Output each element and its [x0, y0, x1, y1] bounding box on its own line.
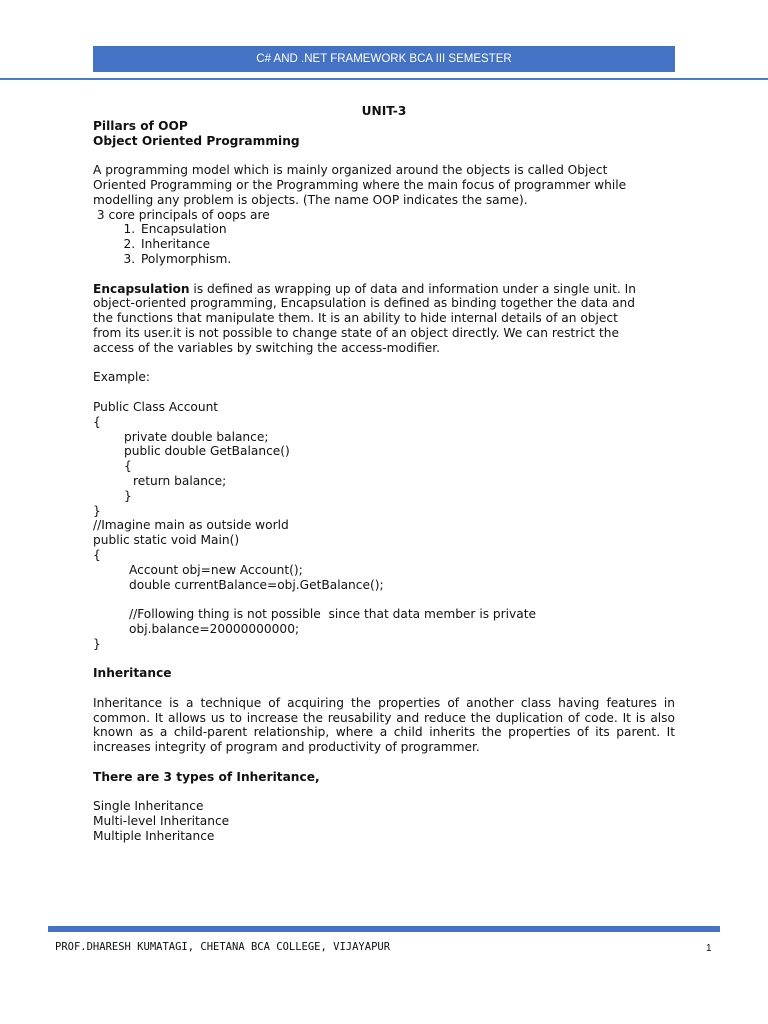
inheritance-heading: Inheritance: [93, 666, 172, 681]
code-line: {: [124, 459, 132, 474]
code-line: public double GetBalance(): [124, 444, 290, 459]
code-line: {: [93, 547, 101, 562]
encapsulation-term: Encapsulation: [93, 281, 190, 296]
inheritance-type: Single Inheritance: [93, 799, 204, 814]
intro-line-3: modelling any problem is objects. (The name OOP indicates the same).: [93, 192, 528, 207]
inheritance-paragraph: Inheritance is a technique of acquiring the properties of another class having features in common. It allows us to increase the reusability and reduce the duplication of code. It is also known as a child-parent relationship, where a child inherits the properties of its parent. It increases integrity of program and productivity of programmer.: [93, 695, 675, 755]
header-divider: [0, 78, 768, 80]
heading-oop: Object Oriented Programming: [93, 133, 300, 148]
code-line: }: [93, 503, 101, 518]
encapsulation-line-5: access of the variables by switching the access-modifier.: [93, 340, 441, 355]
code-line: public static void Main(): [93, 533, 240, 548]
inheritance-types-heading: There are 3 types of Inheritance,: [93, 769, 320, 784]
code-line: }: [93, 636, 101, 651]
code-line: double currentBalance=obj.GetBalance();: [129, 577, 384, 592]
code-line: //Following thing is not possible since that data member is private: [129, 607, 537, 622]
code-line: }: [124, 488, 132, 503]
intro-line-2: Oriented Programming or the Programming where the main focus of programmer while: [93, 177, 627, 192]
code-line: //Imagine main as outside world: [93, 518, 289, 533]
code-line: Public Class Account: [93, 399, 219, 414]
code-line: private double balance;: [124, 429, 269, 444]
page-number: 1: [706, 943, 712, 954]
inheritance-type: Multiple Inheritance: [93, 829, 215, 844]
heading-pillars: Pillars of OOP: [93, 118, 188, 133]
intro-line-1: A programming model which is mainly organized around the objects is called Object: [93, 163, 608, 178]
code-example: [93, 400, 675, 652]
inheritance-type: Multi-level Inheritance: [93, 814, 230, 829]
code-line: return balance;: [133, 473, 227, 488]
code-line: obj.balance=20000000000;: [129, 621, 300, 636]
encapsulation-line-4: from its user.it is not possible to change state of an object directly. We can restrict the: [93, 325, 619, 340]
encapsulation-line-1-text: is defined as wrapping up of data and information under a single unit. In: [189, 281, 636, 296]
list-item: 3. Polymorphism.: [139, 252, 675, 267]
list-item: 2. Inheritance: [139, 237, 675, 252]
core-principals-text: 3 core principals of oops are: [93, 207, 270, 222]
code-line: {: [93, 414, 101, 429]
encapsulation-line-1: [93, 282, 675, 297]
document-body: [93, 104, 675, 844]
footer-author: PROF.DHARESH KUMATAGI, CHETANA BCA COLLEGE, VIJAYAPUR: [55, 941, 391, 953]
example-label: Example:: [93, 370, 150, 385]
unit-title: UNIT-3: [361, 104, 407, 118]
encapsulation-line-3: the functions that manipulate them. It is an ability to hide internal details of an object: [93, 311, 618, 326]
footer-divider: [48, 926, 720, 932]
code-line: Account obj=new Account();: [129, 562, 303, 577]
pillars-list: [93, 222, 675, 266]
encapsulation-line-2: object-oriented programming, Encapsulation is defined as binding together the data and: [93, 296, 635, 311]
page-header-title: C# AND .NET FRAMEWORK BCA III SEMESTER: [93, 46, 675, 72]
list-item: 1. Encapsulation: [139, 222, 675, 237]
